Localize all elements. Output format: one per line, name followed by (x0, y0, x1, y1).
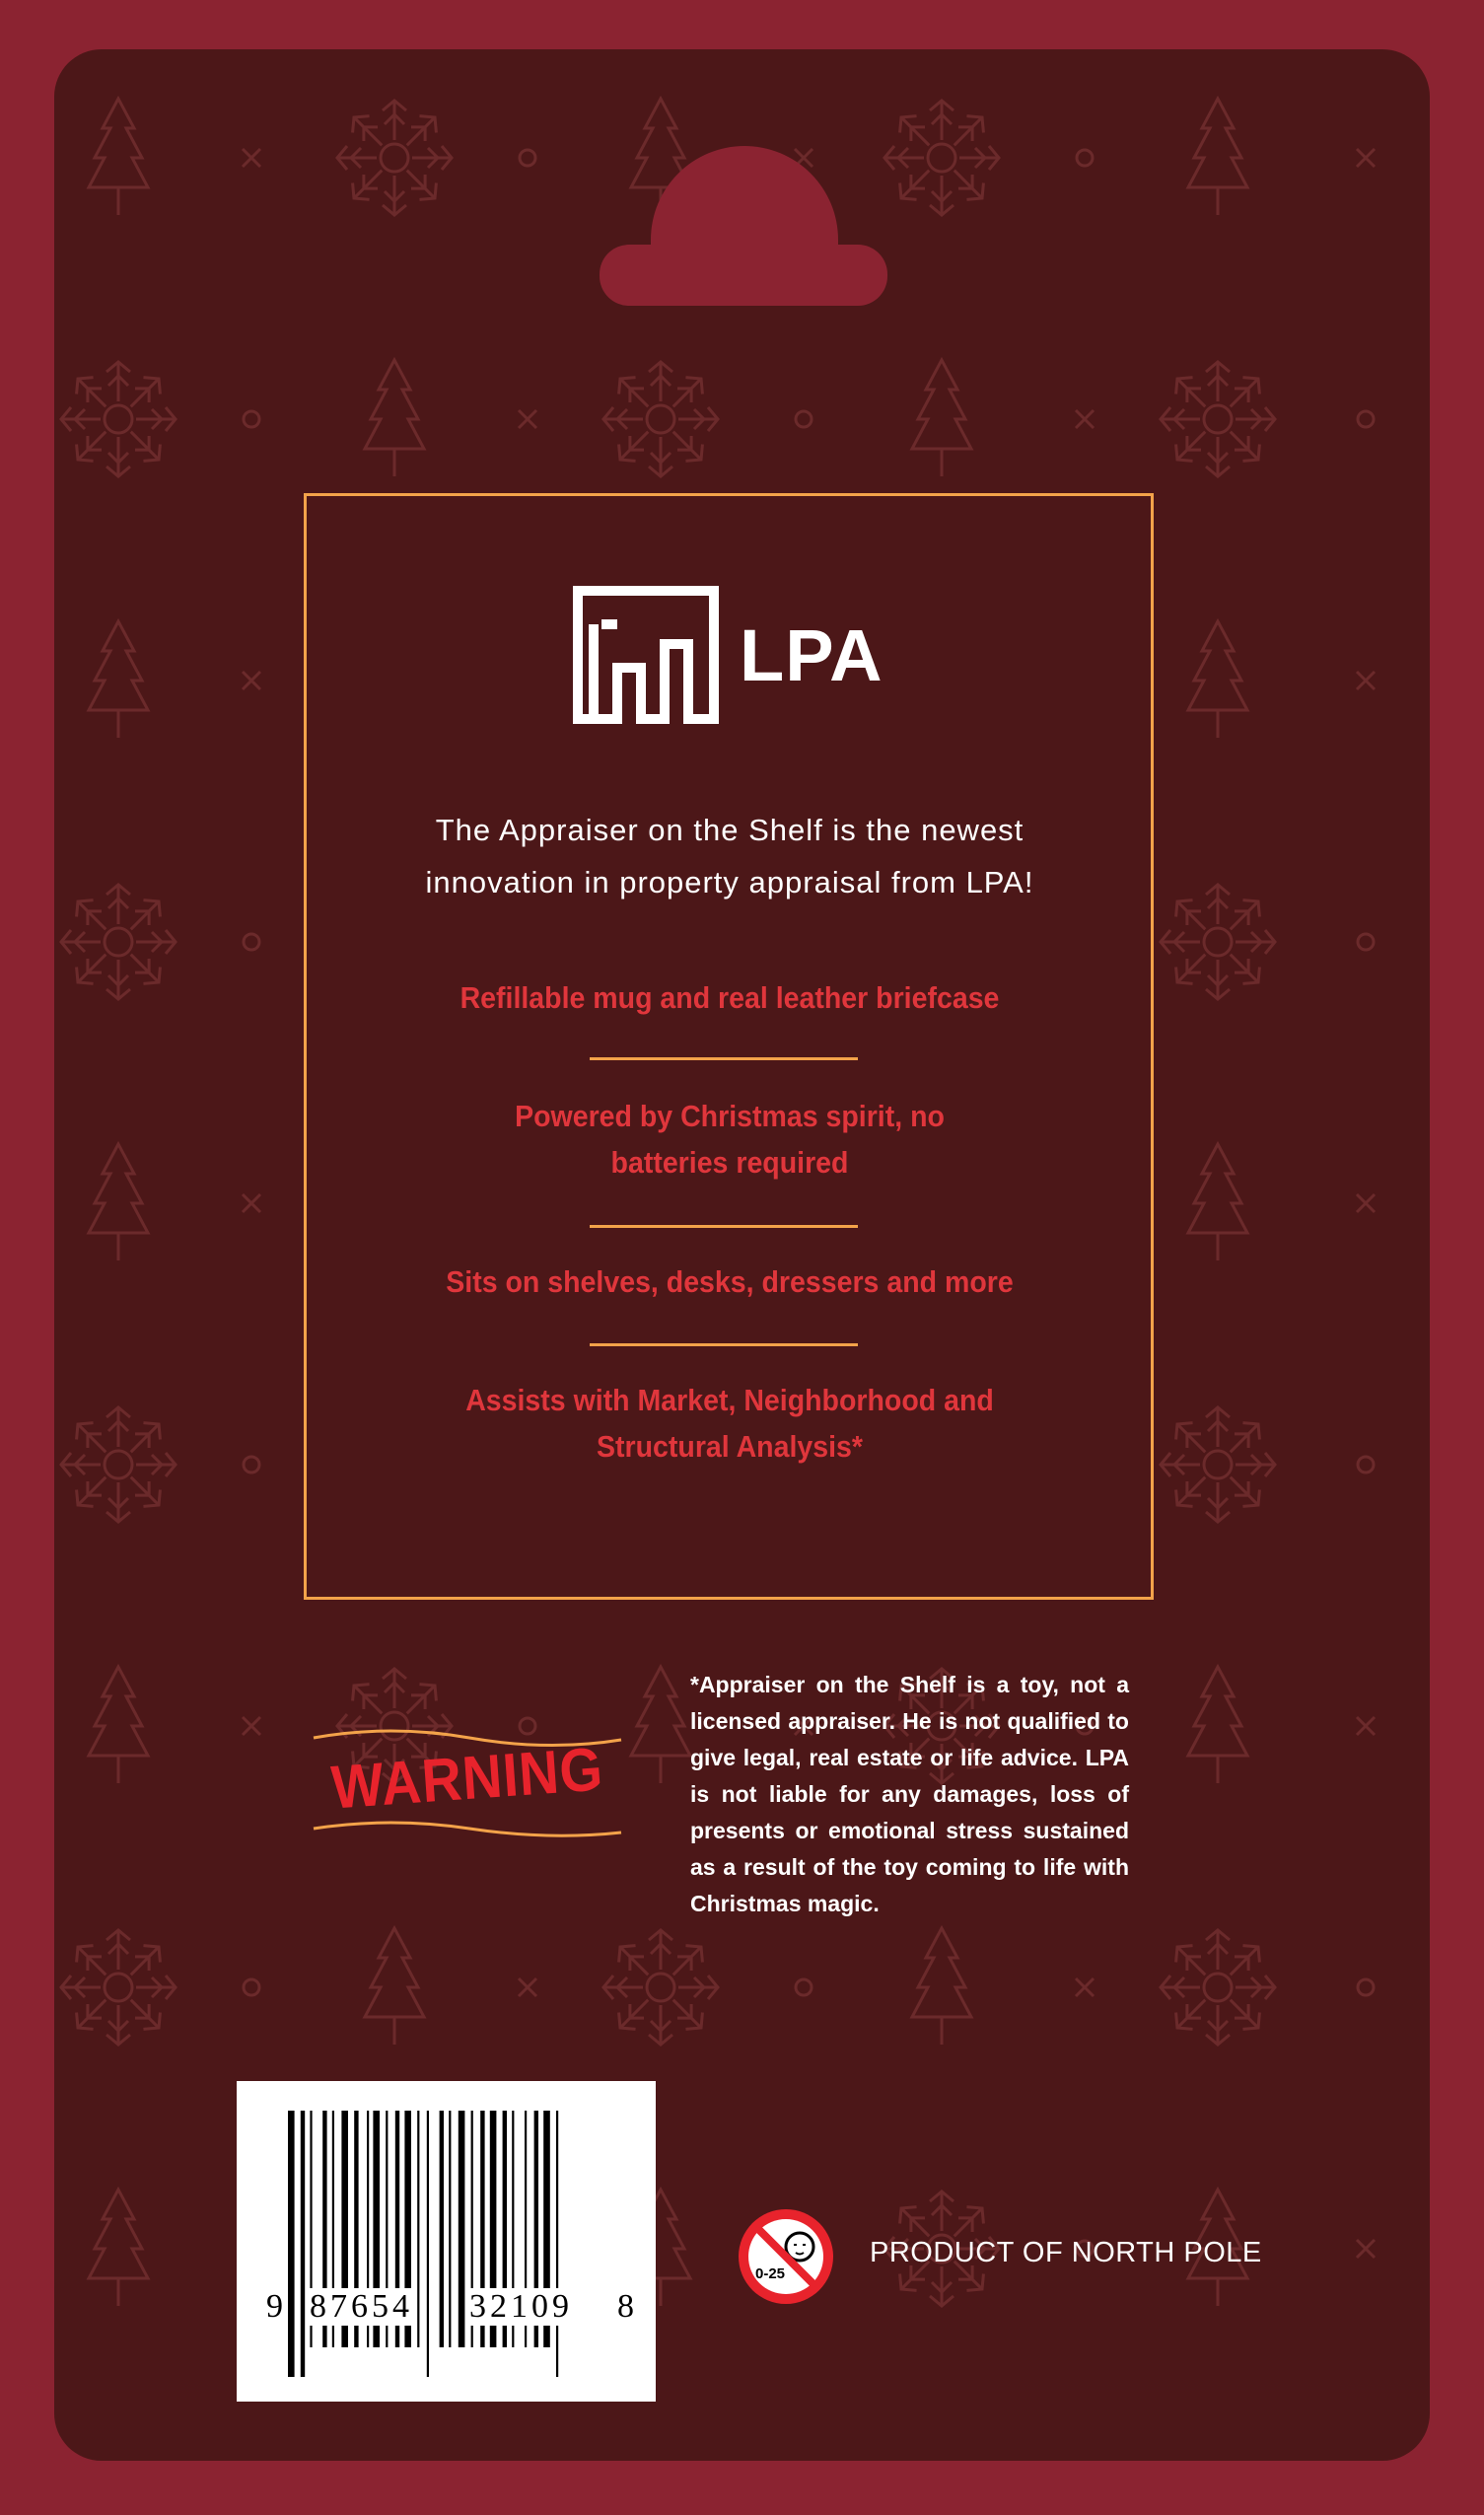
feature-2-line-1: Powered by Christmas spirit, no (515, 1099, 945, 1133)
pattern-dot (244, 1457, 259, 1473)
pattern-cross (1076, 1978, 1094, 1996)
pattern-tree (1188, 621, 1247, 738)
pattern-flake (603, 362, 718, 476)
pattern-dot (1358, 411, 1374, 427)
feature-4-line-2: Structural Analysis* (597, 1429, 863, 1464)
pattern-flake (61, 885, 176, 999)
feature-3 (358, 1258, 1101, 1305)
age-range-label: 0-25 (754, 2265, 786, 2282)
pattern-tree (1188, 99, 1247, 215)
pattern-tree (1188, 1144, 1247, 1260)
pattern-flake (61, 1407, 176, 1522)
pattern-tree (1188, 1667, 1247, 1783)
divider-2 (590, 1225, 858, 1228)
pattern-cross (1357, 1717, 1375, 1735)
divider-1 (590, 1057, 858, 1060)
hang-slot (600, 245, 887, 306)
barcode-lead-digit: 9 (266, 2288, 283, 2325)
feature-4 (358, 1377, 1101, 1470)
pattern-tree (365, 1928, 424, 2045)
barcode (237, 2081, 656, 2402)
pattern-tree (912, 1928, 971, 2045)
barcode-bar (301, 2111, 305, 2377)
pattern-tree (89, 1144, 148, 1260)
barcode-bar (556, 2111, 558, 2377)
pattern-dot (244, 1979, 259, 1995)
pattern-dot (796, 1979, 812, 1995)
barcode-check-digit: 8 (617, 2288, 634, 2325)
pattern-flake (61, 1930, 176, 2045)
pattern-dot (244, 934, 259, 950)
pattern-tree (89, 99, 148, 215)
pattern-tree (89, 1667, 148, 1783)
pattern-flake (337, 101, 452, 215)
pattern-dot (520, 150, 535, 166)
feature-2 (358, 1093, 1101, 1186)
feature-1-line-1: Refillable mug and real leather briefcase (459, 980, 1000, 1015)
warning-label: WARNING (328, 1735, 606, 1823)
pattern-cross (1357, 2240, 1375, 2258)
pattern-cross (1076, 410, 1094, 428)
pattern-dot (1077, 150, 1093, 166)
pattern-cross (243, 1717, 260, 1735)
feature-2-line-2: batteries required (610, 1145, 849, 1180)
pattern-cross (243, 1194, 260, 1212)
pattern-dot (1358, 934, 1374, 950)
pattern-tree (89, 621, 148, 738)
pattern-flake (1161, 362, 1275, 476)
pattern-flake (1161, 1930, 1275, 2045)
pattern-flake (603, 1930, 718, 2045)
origin-label: PRODUCT OF NORTH POLE (870, 2237, 1262, 2268)
pattern-dot (796, 411, 812, 427)
pattern-flake (884, 101, 999, 215)
barcode-bar (427, 2111, 429, 2377)
pattern-cross (243, 149, 260, 167)
intro-line-1: The Appraiser on the Shelf is the newest (435, 813, 1025, 847)
feature-4-line-1: Assists with Market, Neighborhood and (465, 1383, 994, 1417)
feature-1 (358, 974, 1101, 1021)
pattern-cross (1357, 1194, 1375, 1212)
pattern-cross (1357, 149, 1375, 167)
pattern-cross (1357, 672, 1375, 689)
barcode-digits (266, 2288, 641, 2328)
barcode-bars (237, 2081, 656, 2402)
divider-3 (590, 1343, 858, 1346)
pattern-cross (243, 672, 260, 689)
pattern-tree (912, 360, 971, 476)
pattern-tree (365, 360, 424, 476)
pattern-dot (1358, 1979, 1374, 1995)
pattern-dot (1358, 1457, 1374, 1473)
barcode-group-1: 87654 (310, 2288, 413, 2325)
no-baby-icon (737, 2207, 835, 2306)
barcode-group-2: 32109 (469, 2288, 573, 2325)
pattern-flake (1161, 885, 1275, 999)
intro-text (325, 804, 1134, 908)
pattern-flake (1161, 1407, 1275, 1522)
pattern-cross (519, 410, 536, 428)
pattern-tree (631, 1667, 690, 1783)
intro-line-2: innovation in property appraisal from LPA! (425, 865, 1034, 899)
disclaimer-text: *Appraiser on the Shelf is a toy, not a licensed appraiser. He is not qualified to give legal, real estate or life advice. LPA is not liable for any damages, loss of presents or emotional stress sustained as a result of the toy coming to life with Christmas magic. (690, 1672, 1129, 1916)
pattern-flake (61, 362, 176, 476)
brand-name: LPA (740, 614, 883, 696)
feature-3-line-1: Sits on shelves, desks, dressers and more (446, 1264, 1014, 1299)
pattern-dot (244, 411, 259, 427)
house-frame-logo-icon (572, 585, 720, 725)
pattern-tree (89, 2190, 148, 2306)
barcode-bar (288, 2111, 295, 2377)
pattern-cross (519, 1978, 536, 1996)
